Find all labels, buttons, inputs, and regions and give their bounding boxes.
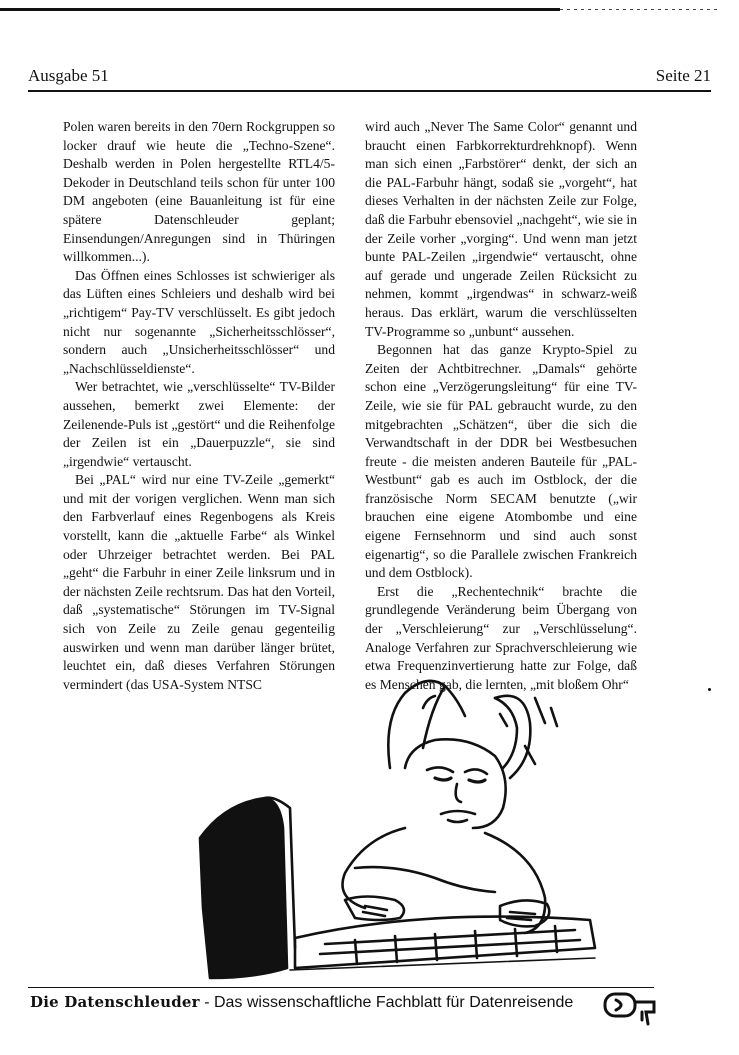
paragraph: Begonnen hat das ganze Krypto-Spiel zu Zeiten der Achtbitrechner. „Damals“ gehörte schon eine „Verzögerungsleitung“ für eine TV-Zeile, wie sie für PAL gebraucht wurde, zu den mitgebrachten „Schätzen“, über die sich die Verwandtschaft in der DDR bei Westbesuchen freute - die meisten anderen Bauteile für „PAL-Westbunt“ gab es auch im Ostblock, der die französische Norm SECAM benutzte („wir brauchen eine eigene Atombombe und eine eigene Fernsehnorm und sind auch sonst eigenartig“, so die Parallele zwischen Frankreich und dem Ostblock). [365,342,637,581]
page-number: Seite 21 [655,66,711,85]
chaos-knoten-logo [602,988,660,1028]
footer-rule [28,987,654,988]
hacker-at-keyboard-drawing [195,668,615,986]
paragraph: Polen waren bereits in den 70ern Rockgruppen so locker drauf wie heute die „Techno-Szene“. Deshalb werden in Polen hergestellte RTL4/5-Dekoder in Deutschland teils schon für unter 100 DM angeboten (eine Bauanleitung ist für eine spätere Datenschleuder geplant; Einsendungen/Anregungen sind in Thüringen willkommen...). [63,119,335,265]
page-footer [30,993,573,1012]
top-rule-fade [560,9,720,10]
paragraph: Bei „PAL“ wird nur eine TV-Zeile „gemerkt“ und mit der vorigen verglichen. Wenn man sich den Farbverlauf eines Regenbogens als Kreis vorstellt, kann die „aktuelle Farbe“ als Winkel oder Uhrzeiger betrachtet werden. Bei PAL „geht“ die Farbuhr in einer Zeile linksrum und in der nächsten Zeile rechtsrum. Das hat den Vorteil, daß „systematische“ Störungen im TV-Signal sich von Zeile zu Zeile genau gegenteilig auswirken und wenn man darüber länger brütet, leuchtet ein, daß dieses Verfahren Störungen vermindert (das USA-System NTSC [63,472,335,692]
publication-tagline: - Das wissenschaftliche Fachblatt für Datenreisende [199,994,574,1011]
paragraph: wird auch „Never The Same Color“ genannt und braucht einen Farbkorrekturdrehknopf). Wenn man sich einen „Farbstörer“ denkt, der sich an die PAL-Farbuhr hängt, sodaß sie „vorgeht“, hat dieses Verhalten in der nächsten Zeile zur Folge, daß die Farbuhr ebensoviel „nachgeht“, wie sie in der Zeile vorher „vorging“. Und wenn man jetzt bunte PAL-Zeilen „irgendwie“ vertauscht, ohne auf gerade und ungerade Zeilen Rücksicht zu nehmen, kommt „irgendwas“ in schwarz-weiß heraus. Das erklärt, warum die verschlüsselten TV-Programme so „unbunt“ aussehen. [365,119,637,339]
publication-name: Die Datenschleuder [30,993,200,1011]
left-column [63,118,335,694]
paragraph: Erst die „Rechentechnik“ brachte die grundlegende Veränderung beim Übergang von der „Verschleierung“ zur „Verschlüsselung“. Analoge Verfahren zur Sprachverschleierung wie etwa Frequenzinvertierung hatte zur Folge, daß es Menschen gab, die lernten, „mit bloßem Ohr“ [365,583,637,692]
paragraph: Das Öffnen eines Schlosses ist schwieriger als das Lüften eines Schleiers und deshalb wird bei „richtigem“ Pay-TV verschlüsselt. Es gibt jedoch nicht nur sogenannte „Sicherheitsschlösser“, sondern auch „Unsicherheitsschlösser“ und „Nachschlüsseldienste“. [63,267,335,376]
stray-dot [708,688,711,691]
issue-label: Ausgabe 51 [28,66,109,85]
paragraph: Wer betrachtet, wie „verschlüsselte“ TV-Bilder aussehen, bemerkt zwei Elemente: der Zeilenende-Puls ist „gestört“ und die Reihenfolge der Zeilen ist ein „Dauerpuzzle“, sie sind „irgendwie“ vertauscht. [63,379,335,469]
header-rule [28,90,711,92]
top-rule [0,8,560,11]
right-column [365,118,637,694]
page-header [28,66,711,90]
